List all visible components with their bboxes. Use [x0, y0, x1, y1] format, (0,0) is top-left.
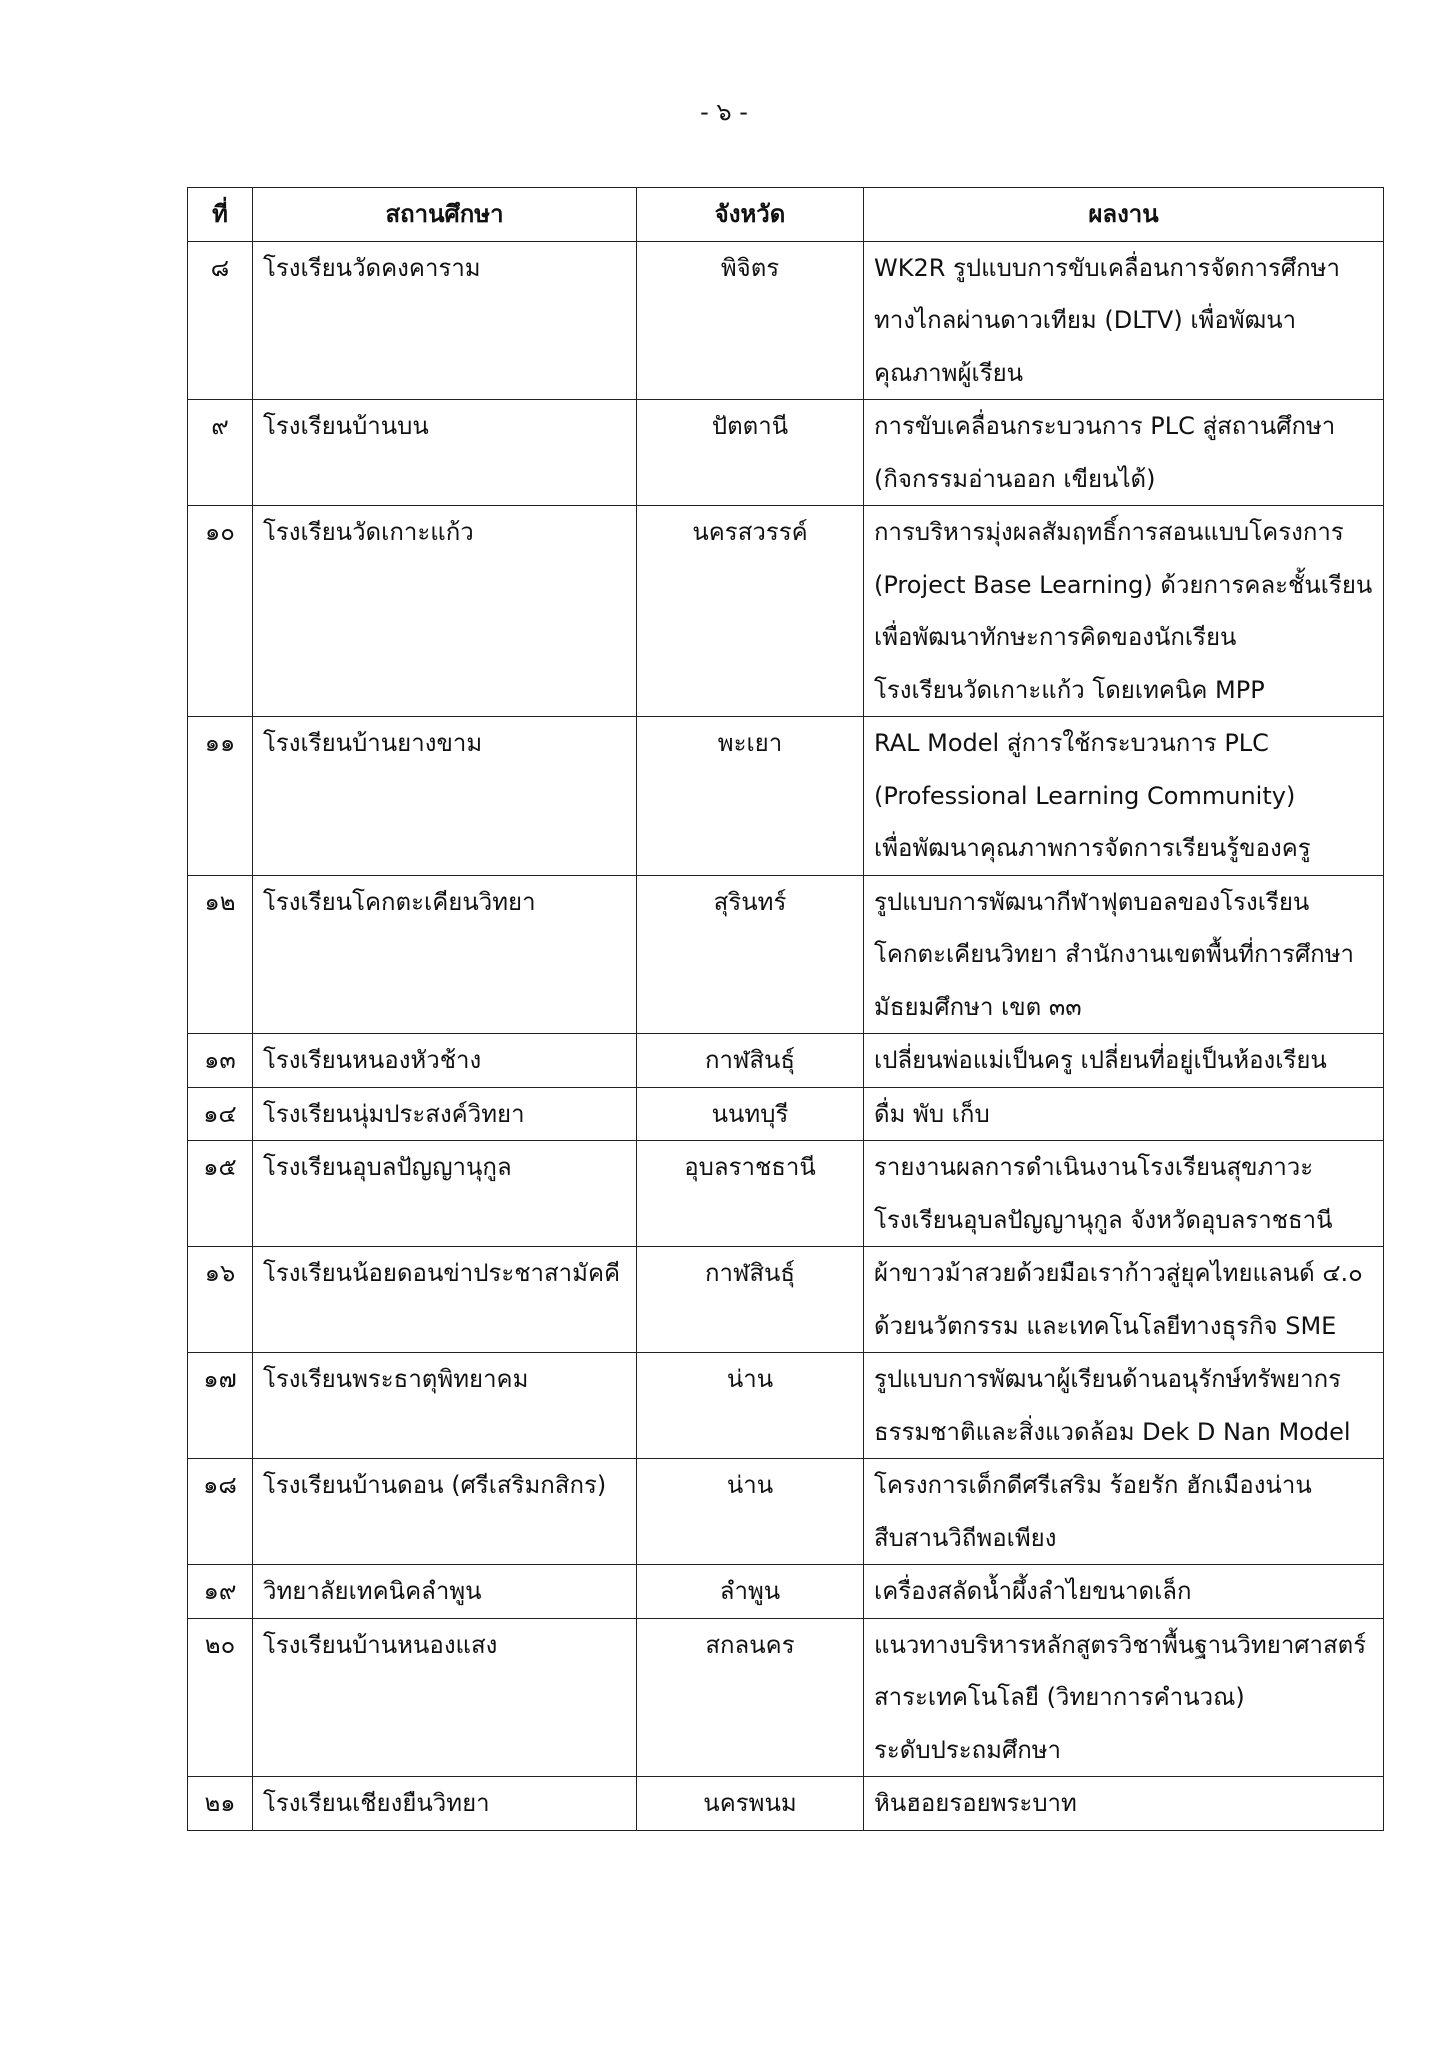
table-row: [188, 400, 1384, 506]
table-row: [188, 1459, 1384, 1565]
table-row: [188, 1034, 1384, 1088]
cell-no: ๑๔: [188, 1087, 253, 1141]
work-line: โรงเรียนอุบลปัญญานุกูล จังหวัดอุบลราชธานี: [874, 1205, 1333, 1234]
cell-no: ๒๐: [188, 1618, 253, 1777]
cell-work: [864, 875, 1384, 1034]
work-line: การบริหารมุ่งผลสัมฤทธิ์การสอนแบบโครงการ: [874, 518, 1344, 546]
cell-no: ๒๑: [188, 1777, 253, 1831]
page-number: - ๖ -: [700, 98, 748, 126]
cell-no: ๑๘: [188, 1459, 253, 1565]
work-line: คุณภาพผู้เรียน: [874, 358, 1024, 387]
table-row: [188, 241, 1384, 400]
cell-province: น่าน: [637, 1459, 864, 1565]
awards-table: [187, 187, 1384, 1831]
table-row: [188, 717, 1384, 876]
work-line: (กิจกรรมอ่านออก เขียนได้): [874, 464, 1156, 493]
work-line: รูปแบบการพัฒนากีฬาฟุตบอลของโรงเรียน: [874, 887, 1310, 916]
cell-school: โรงเรียนเชียงยืนวิทยา: [253, 1777, 637, 1831]
cell-province: กาฬสินธุ์: [637, 1247, 864, 1353]
cell-no: ๑๐: [188, 506, 253, 717]
cell-province: ปัตตานี: [637, 400, 864, 506]
cell-work: [864, 241, 1384, 400]
work-line: (Project Base Learning) ด้วยการคละชั้นเรียน: [874, 570, 1373, 599]
cell-school: โรงเรียนอุบลปัญญานุกูล: [253, 1141, 637, 1247]
work-line: รูปแบบการพัฒนาผู้เรียนด้านอนุรักษ์ทรัพยากร: [874, 1365, 1341, 1393]
cell-no: ๑๗: [188, 1353, 253, 1459]
work-line: ผ้าขาวม้าสวยด้วยมือเราก้าวสู่ยุคไทยแลนด์ ๔.๐: [874, 1259, 1363, 1287]
table-row: [188, 1247, 1384, 1353]
table-row: [188, 1087, 1384, 1141]
header-school: สถานศึกษา: [253, 188, 637, 242]
cell-province: ลำพูน: [637, 1565, 864, 1619]
cell-work: [864, 1618, 1384, 1777]
table-row: [188, 1777, 1384, 1831]
cell-work: [864, 400, 1384, 506]
header-row: [188, 188, 1384, 242]
work-line: (Professional Learning Community): [874, 781, 1296, 810]
cell-school: โรงเรียนหนองหัวช้าง: [253, 1034, 637, 1088]
cell-province: อุบลราชธานี: [637, 1141, 864, 1247]
cell-province: นนทบุรี: [637, 1087, 864, 1141]
cell-school: โรงเรียนบ้านยางขาม: [253, 717, 637, 876]
work-line: ด้วยนวัตกรรม และเทคโนโลยีทางธุรกิจ SME: [874, 1311, 1337, 1340]
work-line: ธรรมชาติและสิ่งแวดล้อม Dek D Nan Model: [874, 1417, 1351, 1446]
cell-school: โรงเรียนพระธาตุพิทยาคม: [253, 1353, 637, 1459]
cell-school: โรงเรียนวัดคงคาราม: [253, 241, 637, 400]
cell-no: ๙: [188, 400, 253, 506]
cell-province: พิจิตร: [637, 241, 864, 400]
cell-no: ๑๙: [188, 1565, 253, 1619]
work-line: เพื่อพัฒนาคุณภาพการจัดการเรียนรู้ของครู: [874, 834, 1311, 862]
cell-work: [864, 1034, 1384, 1088]
work-line: โครงการเด็กดีศรีเสริม ร้อยรัก ฮักเมืองน่าน: [874, 1471, 1312, 1499]
cell-school: โรงเรียนบ้านบน: [253, 400, 637, 506]
cell-province: นครพนม: [637, 1777, 864, 1831]
table-row: [188, 875, 1384, 1034]
table-header: [188, 188, 1384, 242]
cell-province: น่าน: [637, 1353, 864, 1459]
cell-school: โรงเรียนบ้านดอน (ศรีเสริมกสิกร): [253, 1459, 637, 1565]
cell-work: [864, 1247, 1384, 1353]
cell-province: สกลนคร: [637, 1618, 864, 1777]
cell-no: ๑๑: [188, 717, 253, 876]
table-body: [188, 241, 1384, 1830]
header-province: จังหวัด: [637, 188, 864, 242]
cell-no: ๑๖: [188, 1247, 253, 1353]
work-line: สืบสานวิถีพอเพียง: [874, 1523, 1057, 1552]
cell-province: พะเยา: [637, 717, 864, 876]
cell-work: [864, 1777, 1384, 1831]
table-row: [188, 1141, 1384, 1247]
work-line: โคกตะเคียนวิทยา สำนักงานเขตพื้นที่การศึกษา: [874, 940, 1355, 968]
work-line: เครื่องสลัดน้ำผึ้งลำไยขนาดเล็ก: [874, 1577, 1192, 1605]
cell-school: โรงเรียนวัดเกาะแก้ว: [253, 506, 637, 717]
cell-school: โรงเรียนน้อยดอนข่าประชาสามัคคี: [253, 1247, 637, 1353]
work-line: เปลี่ยนพ่อแม่เป็นครู เปลี่ยนที่อยู่เป็นห้องเรียน: [874, 1046, 1327, 1074]
work-line: โรงเรียนวัดเกาะแก้ว โดยเทคนิค MPP: [874, 675, 1265, 704]
cell-school: โรงเรียนบ้านหนองแสง: [253, 1618, 637, 1777]
cell-work: [864, 1353, 1384, 1459]
cell-school: วิทยาลัยเทคนิคลำพูน: [253, 1565, 637, 1619]
table-row: [188, 1353, 1384, 1459]
work-line: เพื่อพัฒนาทักษะการคิดของนักเรียน: [874, 623, 1237, 651]
cell-no: ๑๕: [188, 1141, 253, 1247]
cell-school: โรงเรียนนุ่มประสงค์วิทยา: [253, 1087, 637, 1141]
cell-work: [864, 506, 1384, 717]
cell-province: สุรินทร์: [637, 875, 864, 1034]
cell-work: [864, 1087, 1384, 1141]
table-row: [188, 1618, 1384, 1777]
work-line: RAL Model สู่การใช้กระบวนการ PLC: [874, 729, 1269, 757]
cell-no: ๑๓: [188, 1034, 253, 1088]
header-work: ผลงาน: [864, 188, 1384, 242]
work-line: มัธยมศึกษา เขต ๓๓: [874, 992, 1082, 1021]
work-line: ระดับประถมศึกษา: [874, 1735, 1062, 1764]
work-line: WK2R รูปแบบการขับเคลื่อนการจัดการศึกษา: [874, 253, 1340, 282]
cell-province: นครสวรรค์: [637, 506, 864, 717]
header-no: ที่: [188, 188, 253, 242]
work-line: แนวทางบริหารหลักสูตรวิชาพื้นฐานวิทยาศาสตร์: [874, 1630, 1367, 1659]
cell-work: [864, 1459, 1384, 1565]
cell-work: [864, 717, 1384, 876]
table-row: [188, 1565, 1384, 1619]
cell-no: ๘: [188, 241, 253, 400]
work-line: ดื่ม พับ เก็บ: [874, 1099, 990, 1128]
work-line: การขับเคลื่อนกระบวนการ PLC สู่สถานศึกษา: [874, 412, 1336, 440]
cell-school: โรงเรียนโคกตะเคียนวิทยา: [253, 875, 637, 1034]
work-line: หินฮอยรอยพระบาท: [874, 1789, 1077, 1817]
cell-province: กาฬสินธุ์: [637, 1034, 864, 1088]
cell-no: ๑๒: [188, 875, 253, 1034]
work-line: รายงานผลการดำเนินงานโรงเรียนสุขภาวะ: [874, 1153, 1314, 1181]
table-row: [188, 506, 1384, 717]
work-line: ทางไกลผ่านดาวเทียม (DLTV) เพื่อพัฒนา: [874, 306, 1297, 334]
work-line: สาระเทคโนโลยี (วิทยาการคำนวณ): [874, 1683, 1245, 1711]
cell-work: [864, 1565, 1384, 1619]
cell-work: [864, 1141, 1384, 1247]
